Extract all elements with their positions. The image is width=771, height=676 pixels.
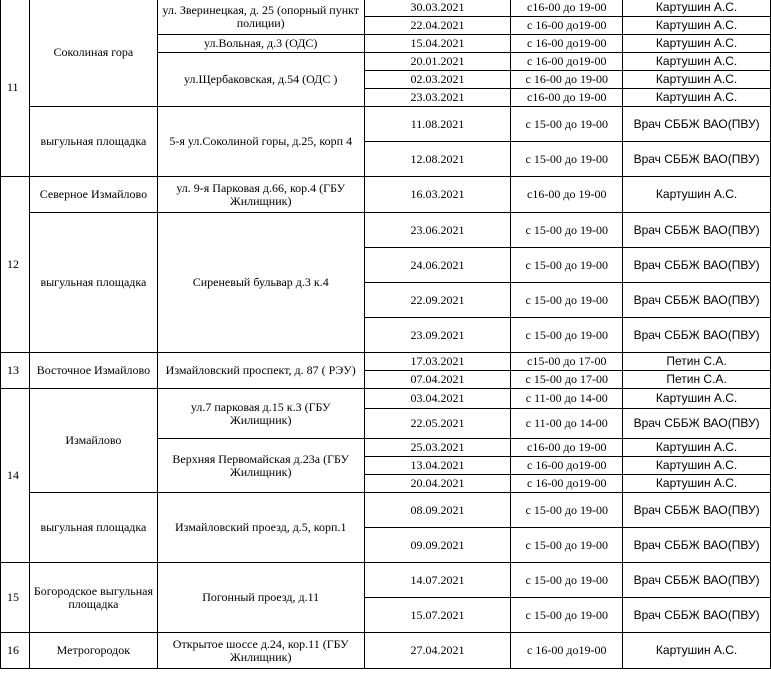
- row-number: 13: [1, 353, 30, 389]
- visit-date: 27.04.2021: [364, 633, 511, 669]
- doctor-name: Врач СББЖ ВАО(ПВУ): [623, 107, 771, 142]
- visit-time: с 11-00 до 14-00: [511, 389, 623, 409]
- doctor-name: Картушин А.С.: [623, 71, 771, 89]
- visit-time: с 16-00 до19-00: [511, 457, 623, 475]
- address: ул. Зверинецкая, д. 25 (опорный пункт полиции): [157, 0, 364, 35]
- district-name: Измайлово: [29, 389, 157, 493]
- visit-date: 22.04.2021: [364, 17, 511, 35]
- visit-date: 23.03.2021: [364, 89, 511, 107]
- doctor-name: Петин С.А.: [623, 353, 771, 371]
- doctor-name: Картушин А.С.: [623, 439, 771, 457]
- doctor-name: Картушин А.С.: [623, 475, 771, 493]
- visit-date: 14.07.2021: [364, 563, 511, 598]
- visit-date: 22.05.2021: [364, 409, 511, 439]
- visit-date: 20.01.2021: [364, 53, 511, 71]
- visit-date: 12.08.2021: [364, 142, 511, 177]
- visit-time: с 16-00 до19-00: [511, 53, 623, 71]
- visit-time: с 15-00 до 19-00: [511, 107, 623, 142]
- visit-date: 15.04.2021: [364, 35, 511, 53]
- address: 5-я ул.Соколиной горы, д.25, корп 4: [157, 107, 364, 177]
- district-name: выгульная площадка: [29, 213, 157, 353]
- visit-time: с 15-00 до 19-00: [511, 493, 623, 528]
- address: ул.Вольная, д.3 (ОДС): [157, 35, 364, 53]
- table-row: [1, 353, 771, 371]
- district-name: выгульная площадка: [29, 107, 157, 177]
- address: ул. 9-я Парковая д.66, кор.4 (ГБУ Жилищник): [157, 177, 364, 213]
- table-row: [1, 563, 771, 598]
- table-row: [1, 389, 771, 409]
- row-number: 16: [1, 633, 30, 669]
- visit-date: 25.03.2021: [364, 439, 511, 457]
- visit-date: 09.09.2021: [364, 528, 511, 563]
- visit-time: с16-00 до 19-00: [511, 0, 623, 17]
- visit-time: с15-00 до 17-00: [511, 353, 623, 371]
- doctor-name: Врач СББЖ ВАО(ПВУ): [623, 318, 771, 353]
- doctor-name: Картушин А.С.: [623, 0, 771, 17]
- visit-date: 08.09.2021: [364, 493, 511, 528]
- doctor-name: Картушин А.С.: [623, 389, 771, 409]
- address: Сиреневый бульвар д.3 к.4: [157, 213, 364, 353]
- visit-time: с 11-00 до 14-00: [511, 409, 623, 439]
- visit-date: 23.06.2021: [364, 213, 511, 248]
- doctor-name: Врач СББЖ ВАО(ПВУ): [623, 598, 771, 633]
- doctor-name: Врач СББЖ ВАО(ПВУ): [623, 528, 771, 563]
- row-number: 14: [1, 389, 30, 563]
- visit-date: 17.03.2021: [364, 353, 511, 371]
- district-name: Соколиная гора: [29, 0, 157, 107]
- visit-time: с16-00 до 19-00: [511, 439, 623, 457]
- visit-date: 07.04.2021: [364, 371, 511, 389]
- doctor-name: Врач СББЖ ВАО(ПВУ): [623, 409, 771, 439]
- address: Погонный проезд, д.11: [157, 563, 364, 633]
- district-name: Метрогородок: [29, 633, 157, 669]
- visit-date: 02.03.2021: [364, 71, 511, 89]
- visit-time: с 15-00 до 19-00: [511, 563, 623, 598]
- visit-date: 03.04.2021: [364, 389, 511, 409]
- doctor-name: Врач СББЖ ВАО(ПВУ): [623, 142, 771, 177]
- address: Измайловский проезд, д.5, корп.1: [157, 493, 364, 563]
- doctor-name: Картушин А.С.: [623, 457, 771, 475]
- doctor-name: Врач СББЖ ВАО(ПВУ): [623, 213, 771, 248]
- visit-time: с 15-00 до 19-00: [511, 318, 623, 353]
- doctor-name: Картушин А.С.: [623, 177, 771, 213]
- visit-date: 16.03.2021: [364, 177, 511, 213]
- district-name: выгульная площадка: [29, 493, 157, 563]
- visit-date: 20.04.2021: [364, 475, 511, 493]
- doctor-name: Врач СББЖ ВАО(ПВУ): [623, 493, 771, 528]
- visit-time: с16-00 до 19-00: [511, 89, 623, 107]
- visit-time: с 15-00 до 19-00: [511, 528, 623, 563]
- row-number: 15: [1, 563, 30, 633]
- table-row: [1, 493, 771, 528]
- table-row: [1, 213, 771, 248]
- visit-time: с 15-00 до 19-00: [511, 283, 623, 318]
- visit-date: 23.09.2021: [364, 318, 511, 353]
- doctor-name: Врач СББЖ ВАО(ПВУ): [623, 563, 771, 598]
- visit-date: 24.06.2021: [364, 248, 511, 283]
- address: Измайловский проспект, д. 87 ( РЭУ): [157, 353, 364, 389]
- address: Верхняя Первомайская д.23а (ГБУ Жилищник): [157, 439, 364, 493]
- table-row: [1, 107, 771, 142]
- visit-time: с16-00 до 19-00: [511, 177, 623, 213]
- doctor-name: Картушин А.С.: [623, 35, 771, 53]
- table-row: [1, 177, 771, 213]
- address: ул.7 парковая д.15 к.3 (ГБУ Жилищник): [157, 389, 364, 439]
- visit-time: с 15-00 до 19-00: [511, 213, 623, 248]
- visit-time: с 16-00 до19-00: [511, 35, 623, 53]
- doctor-name: Картушин А.С.: [623, 633, 771, 669]
- row-number: 11: [1, 0, 30, 177]
- row-number: 12: [1, 177, 30, 353]
- visit-date: 13.04.2021: [364, 457, 511, 475]
- doctor-name: Петин С.А.: [623, 371, 771, 389]
- doctor-name: Картушин А.С.: [623, 17, 771, 35]
- address: Открытое шоссе д.24, кор.11 (ГБУ Жилищник): [157, 633, 364, 669]
- doctor-name: Картушин А.С.: [623, 53, 771, 71]
- visit-time: с 15-00 до 19-00: [511, 142, 623, 177]
- visit-date: 22.09.2021: [364, 283, 511, 318]
- visit-time: с 15-00 до 19-00: [511, 598, 623, 633]
- visit-time: с 15-00 до 17-00: [511, 371, 623, 389]
- doctor-name: Врач СББЖ ВАО(ПВУ): [623, 248, 771, 283]
- table-row: [1, 0, 771, 17]
- visit-time: с 16-00 до19-00: [511, 17, 623, 35]
- visit-date: 30.03.2021: [364, 0, 511, 17]
- address: ул.Щербаковская, д.54 (ОДС ): [157, 53, 364, 107]
- visit-time: с 16-00 до 19-00: [511, 71, 623, 89]
- table-row: [1, 633, 771, 669]
- visit-time: с 15-00 до 19-00: [511, 248, 623, 283]
- visit-time: с 16-00 до19-00: [511, 475, 623, 493]
- schedule-body: [1, 0, 771, 669]
- visit-date: 15.07.2021: [364, 598, 511, 633]
- doctor-name: Картушин А.С.: [623, 89, 771, 107]
- doctor-name: Врач СББЖ ВАО(ПВУ): [623, 283, 771, 318]
- district-name: Восточное Измайлово: [29, 353, 157, 389]
- visit-time: с 16-00 до19-00: [511, 633, 623, 669]
- district-name: Северное Измайлово: [29, 177, 157, 213]
- district-name: Богородское выгульная площадка: [29, 563, 157, 633]
- visit-date: 11.08.2021: [364, 107, 511, 142]
